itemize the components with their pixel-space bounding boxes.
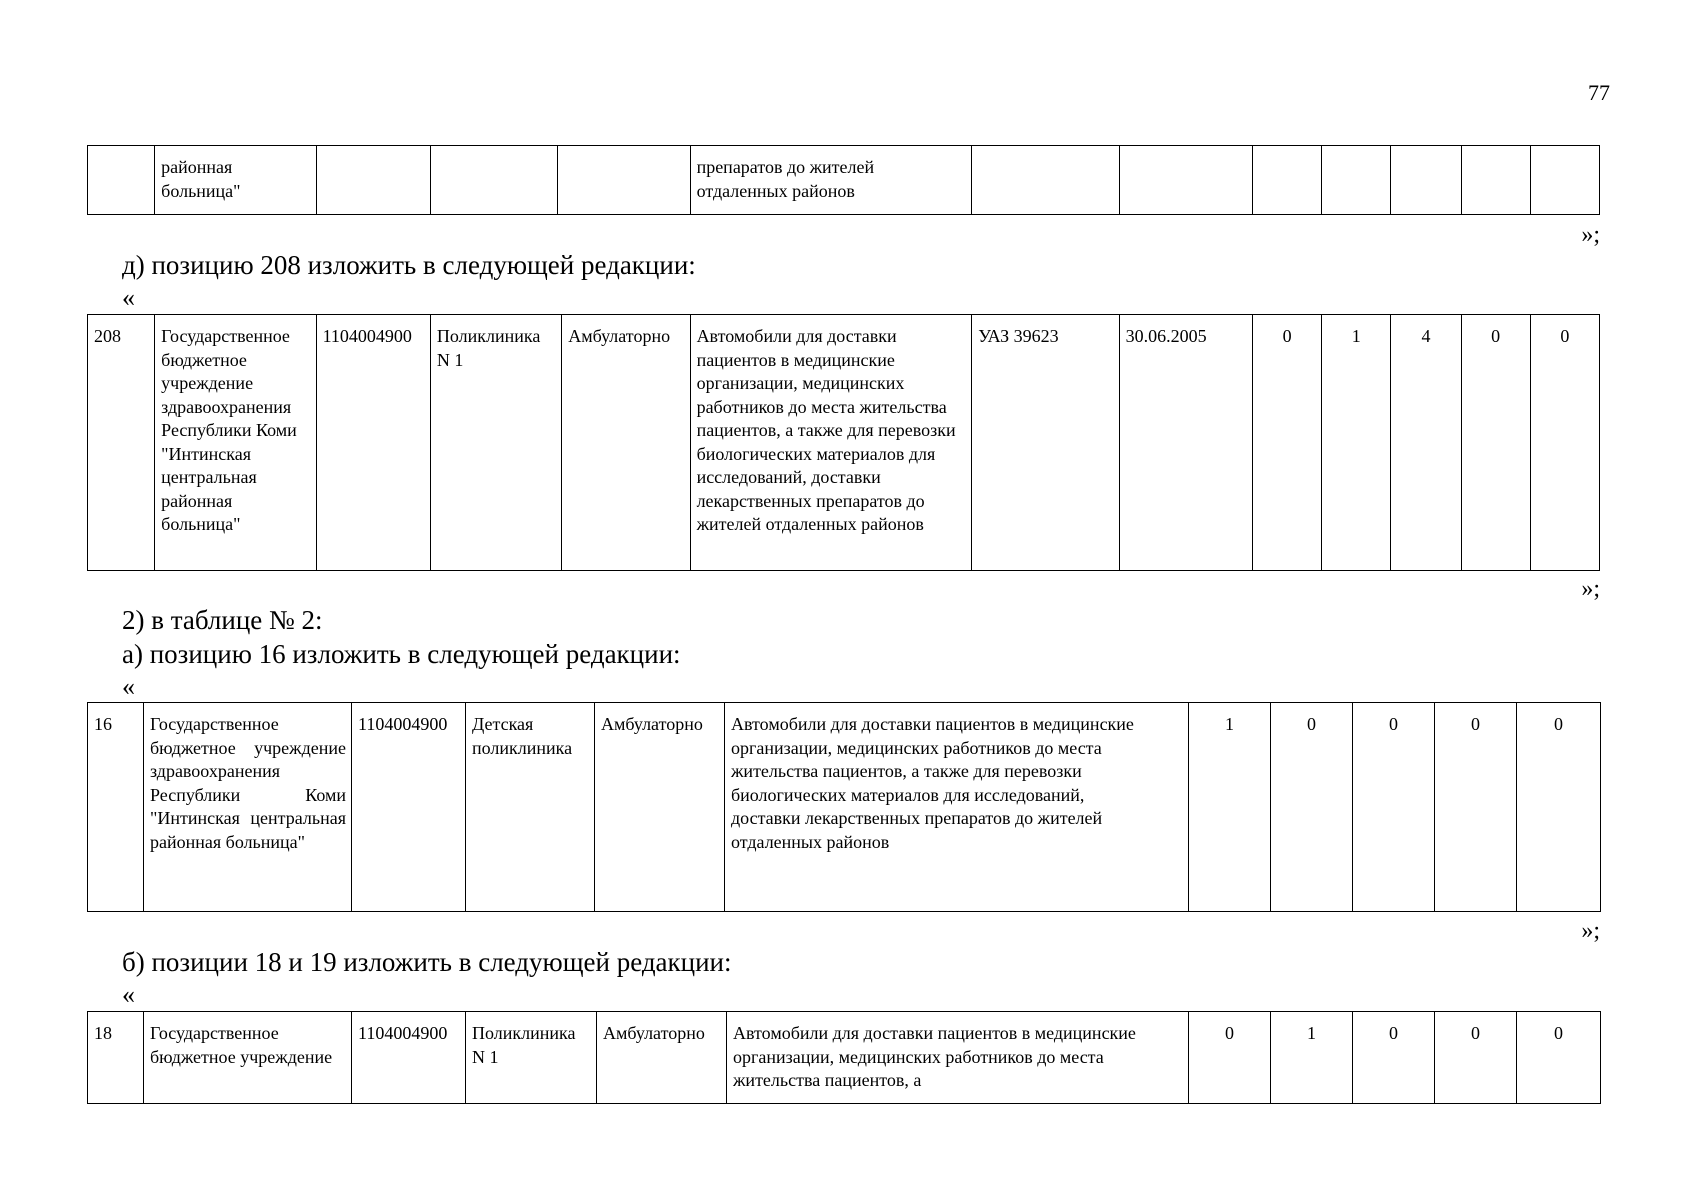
table-position-16 <box>87 702 1601 912</box>
opening-quote: « <box>122 672 135 701</box>
cell-value <box>1530 146 1599 215</box>
page-number: 77 <box>1588 80 1610 105</box>
cell-model <box>972 146 1119 215</box>
cell-value: 0 <box>1271 703 1353 912</box>
cell-department: Поликлиника N 1 <box>430 315 561 571</box>
cell-purpose: Автомобили для доставки пациентов в медицинские организации, медицинских работников до места жительства пациентов, а также для перевозки биологических материалов для исследований, доставки лекарственных препаратов до жителей отдаленных районов <box>690 315 972 571</box>
cell-value: 1 <box>1271 1012 1353 1104</box>
cell-purpose: Автомобили для доставки пациентов в медицинские организации, медицинских работников до места жительства пациентов, а также для перевозки биологических материалов для исследований, доставки лекарственных препаратов до жителей отдаленных районов <box>725 703 1189 912</box>
cell-department: Детская поликлиника <box>466 703 595 912</box>
cell-value: 0 <box>1435 703 1517 912</box>
cell-model: УАЗ 39623 <box>972 315 1119 571</box>
cell-value: 0 <box>1253 315 1322 571</box>
heading-d: д) позицию 208 изложить в следующей редакции: <box>122 250 696 280</box>
heading-a: а) позицию 16 изложить в следующей редакции: <box>122 639 681 669</box>
cell-value <box>1322 146 1391 215</box>
cell-inn <box>316 146 430 215</box>
closing-quote: »; <box>1581 918 1600 944</box>
cell-value: 1 <box>1322 315 1391 571</box>
cell-position <box>88 146 155 215</box>
cell-value: 0 <box>1189 1012 1271 1104</box>
cell-value: 1 <box>1189 703 1271 912</box>
cell-position: 208 <box>88 315 155 571</box>
cell-position: 16 <box>88 703 144 912</box>
cell-value: 0 <box>1353 1012 1435 1104</box>
cell-value: 4 <box>1391 315 1461 571</box>
cell-purpose: Автомобили для доставки пациентов в медицинские организации, медицинских работников до места жительства пациентов, а <box>727 1012 1189 1104</box>
cell-organization: Государственное бюджетное учреждение здравоохранения Республики Коми "Интинская центральная районная больница" <box>155 315 316 571</box>
opening-quote: « <box>122 283 135 312</box>
table-row <box>88 1012 1601 1104</box>
cell-value <box>1461 146 1530 215</box>
table-row <box>88 703 1601 912</box>
cell-value: 0 <box>1461 315 1530 571</box>
heading-table-2: 2) в таблице № 2: <box>122 605 323 635</box>
cell-value: 0 <box>1517 703 1601 912</box>
cell-mode: Амбулаторно <box>595 703 725 912</box>
cell-date <box>1119 146 1252 215</box>
cell-value: 0 <box>1353 703 1435 912</box>
table-position-18 <box>87 1011 1601 1104</box>
cell-value: 0 <box>1530 315 1599 571</box>
cell-position: 18 <box>88 1012 144 1104</box>
opening-quote: « <box>122 980 135 1009</box>
cell-value <box>1253 146 1322 215</box>
cell-inn: 1104004900 <box>316 315 430 571</box>
cell-organization: Государственное бюджетное учреждение здравоохранения Республики Коми "Интинская центральная районная больница" <box>144 703 352 912</box>
cell-department: Поликлиника N 1 <box>466 1012 597 1104</box>
heading-b: б) позиции 18 и 19 изложить в следующей редакции: <box>122 947 732 977</box>
cell-mode: Амбулаторно <box>597 1012 727 1104</box>
cell-value: 0 <box>1435 1012 1517 1104</box>
table-position-208 <box>87 314 1600 571</box>
table-continuation <box>87 145 1600 215</box>
table-row <box>88 146 1600 215</box>
cell-inn: 1104004900 <box>352 1012 466 1104</box>
closing-quote: »; <box>1581 222 1600 248</box>
cell-inn: 1104004900 <box>352 703 466 912</box>
cell-date: 30.06.2005 <box>1119 315 1252 571</box>
cell-value <box>1391 146 1461 215</box>
cell-value: 0 <box>1517 1012 1601 1104</box>
cell-purpose: препаратов до жителей отдаленных районов <box>690 146 972 215</box>
cell-organization: районная больница" <box>155 146 316 215</box>
cell-mode: Амбулаторно <box>562 315 690 571</box>
cell-organization: Государственное бюджетное учреждение <box>144 1012 352 1104</box>
cell-department <box>430 146 557 215</box>
table-row <box>88 315 1600 571</box>
cell-mode <box>558 146 690 215</box>
closing-quote: »; <box>1581 576 1600 602</box>
